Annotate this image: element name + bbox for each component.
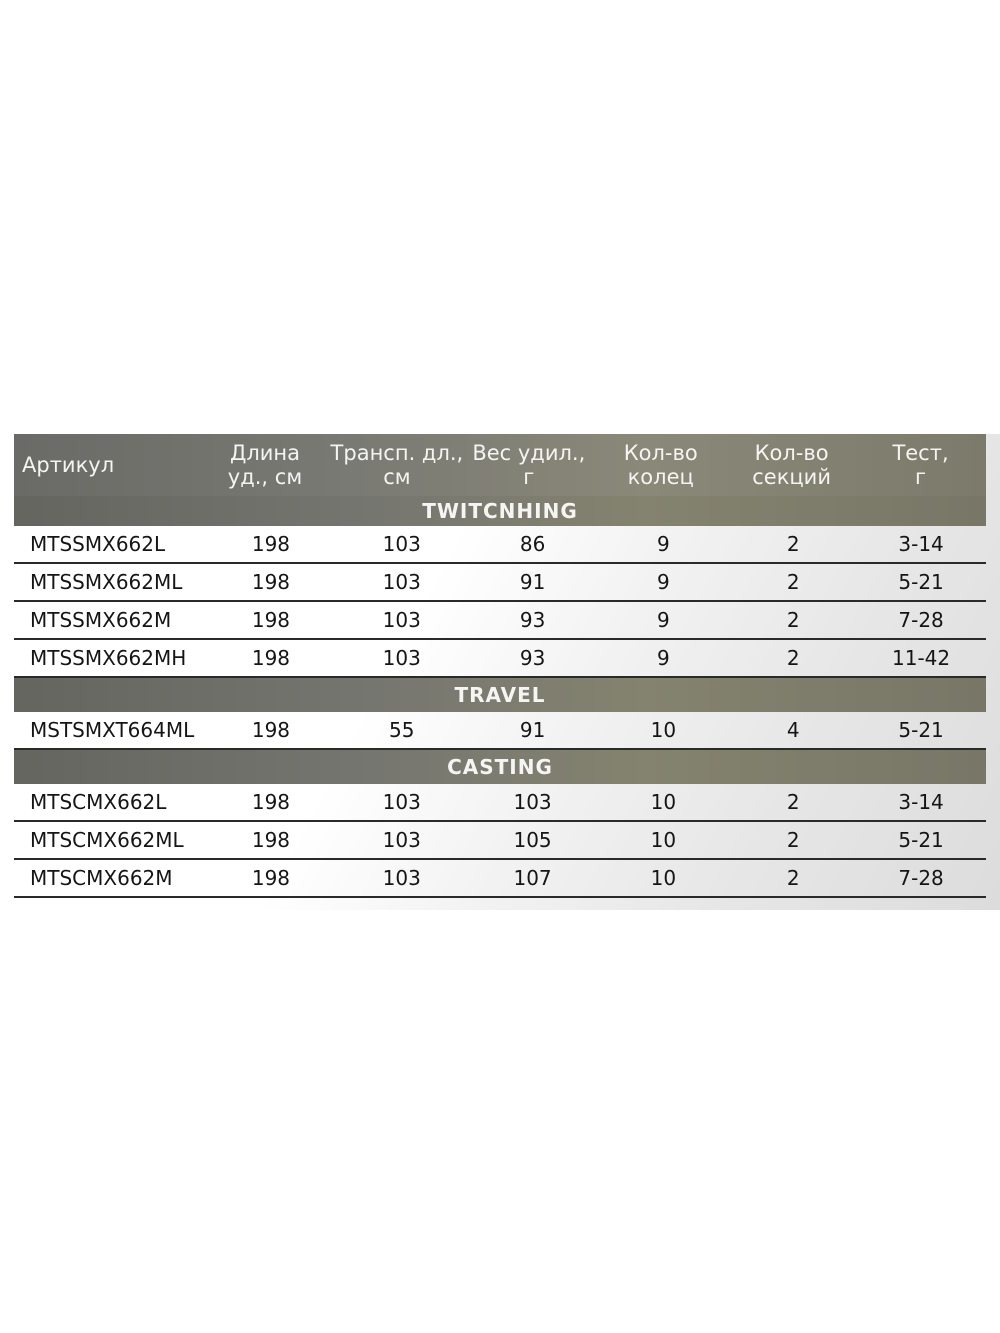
cell-rings: 10 bbox=[650, 828, 677, 852]
cell-weight: 91 bbox=[519, 570, 546, 594]
table-row bbox=[14, 640, 986, 678]
cell-length: 198 bbox=[251, 828, 291, 852]
cell-length: 198 bbox=[251, 790, 291, 814]
cell-article: MSTSMXT664ML bbox=[30, 718, 195, 742]
cell-rings: 10 bbox=[650, 718, 677, 742]
table-row bbox=[14, 784, 986, 822]
cell-rings: 9 bbox=[657, 608, 670, 632]
cell-test: 5-21 bbox=[898, 570, 944, 594]
cell-rings: 9 bbox=[657, 570, 670, 594]
cell-weight: 91 bbox=[519, 718, 546, 742]
cell-transport-length: 103 bbox=[382, 570, 421, 594]
cell-length: 198 bbox=[251, 608, 291, 632]
table-body bbox=[14, 496, 986, 898]
cell-weight: 105 bbox=[513, 828, 552, 852]
table-row bbox=[14, 564, 986, 602]
cell-test: 5-21 bbox=[898, 718, 944, 742]
cell-transport-length: 55 bbox=[389, 718, 415, 742]
cell-article: MTSCMX662ML bbox=[30, 828, 184, 852]
cell-length: 198 bbox=[251, 532, 291, 556]
cell-weight: 103 bbox=[513, 790, 552, 814]
cell-transport-length: 103 bbox=[382, 646, 421, 670]
header-rings: Кол-во колец bbox=[623, 441, 698, 489]
cell-test: 11-42 bbox=[892, 646, 951, 670]
cell-article: MTSSMX662M bbox=[30, 608, 172, 632]
table-row bbox=[14, 526, 986, 564]
cell-transport-length: 103 bbox=[382, 532, 421, 556]
cell-transport-length: 103 bbox=[382, 790, 421, 814]
cell-weight: 86 bbox=[519, 532, 546, 556]
header-transport-length: Трансп. дл., см bbox=[330, 441, 464, 489]
cell-test: 3-14 bbox=[898, 532, 944, 556]
header-weight: Вес удил., г bbox=[472, 441, 586, 489]
cell-sections: 2 bbox=[786, 646, 800, 670]
rod-spec-table bbox=[14, 434, 986, 898]
header-test: Тест, г bbox=[892, 441, 949, 489]
table-row bbox=[14, 602, 986, 640]
cell-article: MTSCMX662L bbox=[30, 790, 167, 814]
table-row bbox=[14, 712, 986, 750]
cell-transport-length: 103 bbox=[382, 866, 421, 890]
cell-sections: 2 bbox=[786, 790, 800, 814]
header-sections: Кол-во секций bbox=[752, 441, 831, 489]
cell-rings: 10 bbox=[650, 790, 677, 814]
cell-length: 198 bbox=[251, 646, 291, 670]
cell-length: 198 bbox=[251, 866, 291, 890]
cell-weight: 93 bbox=[519, 608, 546, 632]
cell-weight: 93 bbox=[519, 646, 546, 670]
cell-test: 5-21 bbox=[898, 828, 944, 852]
cell-article: MTSSMX662ML bbox=[30, 570, 183, 594]
cell-test: 3-14 bbox=[898, 790, 944, 814]
cell-rings: 9 bbox=[657, 646, 670, 670]
cell-weight: 107 bbox=[513, 866, 552, 890]
header-length: Длина уд., см bbox=[227, 441, 303, 489]
cell-sections: 4 bbox=[786, 718, 800, 742]
cell-article: MTSCMX662M bbox=[30, 866, 173, 890]
cell-sections: 2 bbox=[786, 866, 800, 890]
section-header: CASTING bbox=[14, 750, 986, 784]
cell-sections: 2 bbox=[786, 828, 800, 852]
section-header: TRAVEL bbox=[14, 678, 986, 712]
cell-sections: 2 bbox=[786, 532, 800, 556]
cell-transport-length: 103 bbox=[382, 608, 421, 632]
section-header: TWITCNHING bbox=[14, 496, 986, 526]
cell-article: MTSSMX662L bbox=[30, 532, 166, 556]
header-article: Артикул bbox=[22, 453, 115, 477]
cell-test: 7-28 bbox=[898, 608, 944, 632]
table-row bbox=[14, 822, 986, 860]
cell-sections: 2 bbox=[786, 570, 800, 594]
cell-rings: 9 bbox=[657, 532, 670, 556]
table-row bbox=[14, 860, 986, 898]
cell-length: 198 bbox=[251, 570, 291, 594]
cell-transport-length: 103 bbox=[382, 828, 421, 852]
cell-length: 198 bbox=[251, 718, 291, 742]
cell-article: MTSSMX662MH bbox=[30, 646, 187, 670]
table-header bbox=[14, 434, 986, 496]
cell-test: 7-28 bbox=[898, 866, 944, 890]
cell-sections: 2 bbox=[786, 608, 800, 632]
cell-rings: 10 bbox=[650, 866, 677, 890]
